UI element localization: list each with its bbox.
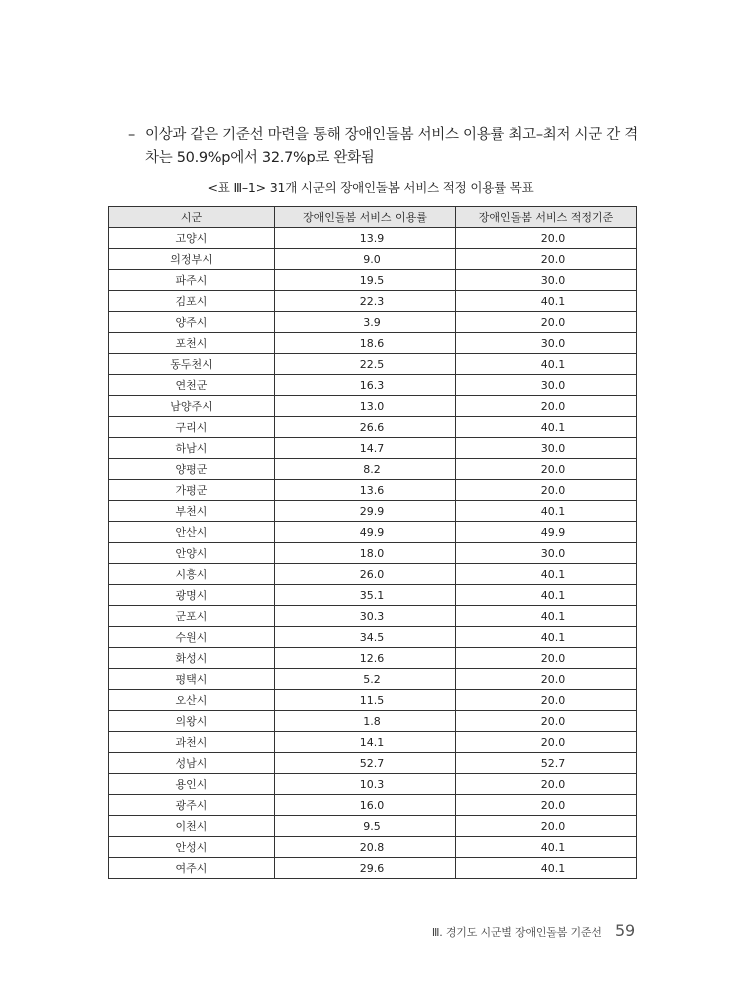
table-header-row — [109, 207, 637, 228]
cell-region: 안양시 — [109, 543, 275, 564]
table-row — [109, 333, 637, 354]
cell-region: 화성시 — [109, 648, 275, 669]
cell-target-rate: 20.0 — [456, 774, 637, 795]
cell-target-rate: 49.9 — [456, 522, 637, 543]
cell-usage-rate: 29.6 — [275, 858, 456, 879]
cell-region: 의왕시 — [109, 711, 275, 732]
cell-target-rate: 30.0 — [456, 270, 637, 291]
cell-region: 파주시 — [109, 270, 275, 291]
cell-usage-rate: 35.1 — [275, 585, 456, 606]
cell-region: 구리시 — [109, 417, 275, 438]
cell-region: 부천시 — [109, 501, 275, 522]
footer-section-title: Ⅲ. 경기도 시군별 장애인돌봄 기준선 — [431, 926, 602, 939]
table-row — [109, 270, 637, 291]
cell-target-rate: 40.1 — [456, 585, 637, 606]
table-row — [109, 543, 637, 564]
table-row — [109, 732, 637, 753]
cell-usage-rate: 20.8 — [275, 837, 456, 858]
table-row — [109, 711, 637, 732]
cell-target-rate: 40.1 — [456, 564, 637, 585]
cell-usage-rate: 26.6 — [275, 417, 456, 438]
table-row — [109, 438, 637, 459]
cell-target-rate: 40.1 — [456, 837, 637, 858]
table-row — [109, 501, 637, 522]
cell-region: 용인시 — [109, 774, 275, 795]
bullet-text: 이상과 같은 기준선 마련을 통해 장애인돌봄 서비스 이용률 최고–최저 시군 간 격차는 50.9%p에서 32.7%p로 완화됨 — [145, 127, 638, 166]
cell-usage-rate: 18.0 — [275, 543, 456, 564]
table-row — [109, 564, 637, 585]
cell-usage-rate: 9.5 — [275, 816, 456, 837]
cell-target-rate: 40.1 — [456, 606, 637, 627]
cell-region: 광명시 — [109, 585, 275, 606]
cell-region: 포천시 — [109, 333, 275, 354]
cell-target-rate: 20.0 — [456, 228, 637, 249]
cell-usage-rate: 8.2 — [275, 459, 456, 480]
cell-target-rate: 30.0 — [456, 438, 637, 459]
cell-region: 과천시 — [109, 732, 275, 753]
cell-usage-rate: 14.7 — [275, 438, 456, 459]
cell-usage-rate: 52.7 — [275, 753, 456, 774]
cell-usage-rate: 22.3 — [275, 291, 456, 312]
bullet-dash: – — [128, 127, 135, 143]
cell-usage-rate: 22.5 — [275, 354, 456, 375]
table-row — [109, 585, 637, 606]
cell-usage-rate: 19.5 — [275, 270, 456, 291]
cell-usage-rate: 13.9 — [275, 228, 456, 249]
cell-region: 고양시 — [109, 228, 275, 249]
table-row — [109, 774, 637, 795]
cell-target-rate: 52.7 — [456, 753, 637, 774]
cell-usage-rate: 9.0 — [275, 249, 456, 270]
cell-target-rate: 20.0 — [456, 249, 637, 270]
cell-usage-rate: 34.5 — [275, 627, 456, 648]
cell-usage-rate: 13.6 — [275, 480, 456, 501]
table-row — [109, 690, 637, 711]
header-target-rate: 장애인돌봄 서비스 적정기준 — [456, 207, 637, 228]
cell-target-rate: 40.1 — [456, 417, 637, 438]
cell-region: 오산시 — [109, 690, 275, 711]
table-row — [109, 228, 637, 249]
cell-usage-rate: 10.3 — [275, 774, 456, 795]
cell-target-rate: 30.0 — [456, 333, 637, 354]
cell-target-rate: 20.0 — [456, 648, 637, 669]
cell-region: 안산시 — [109, 522, 275, 543]
page-footer — [432, 921, 635, 940]
cell-target-rate: 40.1 — [456, 501, 637, 522]
cell-region: 동두천시 — [109, 354, 275, 375]
cell-usage-rate: 1.8 — [275, 711, 456, 732]
table-row — [109, 816, 637, 837]
cell-usage-rate: 14.1 — [275, 732, 456, 753]
table-row — [109, 375, 637, 396]
cell-region: 김포시 — [109, 291, 275, 312]
table-row — [109, 291, 637, 312]
cell-region: 가평군 — [109, 480, 275, 501]
cell-region: 광주시 — [109, 795, 275, 816]
cell-target-rate: 40.1 — [456, 627, 637, 648]
table-row — [109, 606, 637, 627]
cell-usage-rate: 12.6 — [275, 648, 456, 669]
table-row — [109, 837, 637, 858]
cell-region: 양평군 — [109, 459, 275, 480]
cell-target-rate: 20.0 — [456, 669, 637, 690]
table-row — [109, 648, 637, 669]
table-row — [109, 522, 637, 543]
cell-region: 이천시 — [109, 816, 275, 837]
cell-usage-rate: 13.0 — [275, 396, 456, 417]
cell-region: 남양주시 — [109, 396, 275, 417]
cell-region: 안성시 — [109, 837, 275, 858]
cell-target-rate: 20.0 — [456, 732, 637, 753]
page-number: 59 — [615, 921, 635, 940]
cell-region: 여주시 — [109, 858, 275, 879]
cell-usage-rate: 26.0 — [275, 564, 456, 585]
cell-usage-rate: 3.9 — [275, 312, 456, 333]
cell-usage-rate: 29.9 — [275, 501, 456, 522]
cell-region: 하남시 — [109, 438, 275, 459]
table-row — [109, 480, 637, 501]
table-row — [109, 459, 637, 480]
header-usage-rate: 장애인돌봄 서비스 이용률 — [275, 207, 456, 228]
usage-rate-table — [108, 206, 637, 879]
cell-target-rate: 20.0 — [456, 711, 637, 732]
table-row — [109, 627, 637, 648]
cell-target-rate: 40.1 — [456, 291, 637, 312]
cell-target-rate: 30.0 — [456, 375, 637, 396]
table-row — [109, 312, 637, 333]
table-row — [109, 669, 637, 690]
cell-usage-rate: 49.9 — [275, 522, 456, 543]
cell-target-rate: 20.0 — [456, 396, 637, 417]
cell-target-rate: 40.1 — [456, 354, 637, 375]
cell-region: 성남시 — [109, 753, 275, 774]
cell-target-rate: 20.0 — [456, 459, 637, 480]
cell-usage-rate: 5.2 — [275, 669, 456, 690]
cell-region: 의정부시 — [109, 249, 275, 270]
table-row — [109, 417, 637, 438]
cell-usage-rate: 18.6 — [275, 333, 456, 354]
cell-region: 평택시 — [109, 669, 275, 690]
cell-target-rate: 20.0 — [456, 312, 637, 333]
cell-usage-rate: 11.5 — [275, 690, 456, 711]
cell-usage-rate: 16.0 — [275, 795, 456, 816]
cell-region: 수원시 — [109, 627, 275, 648]
table-row — [109, 396, 637, 417]
table-body — [109, 228, 637, 879]
table-row — [109, 249, 637, 270]
cell-region: 양주시 — [109, 312, 275, 333]
header-region: 시군 — [109, 207, 275, 228]
cell-target-rate: 20.0 — [456, 480, 637, 501]
table-row — [109, 858, 637, 879]
table-row — [109, 354, 637, 375]
cell-target-rate: 20.0 — [456, 795, 637, 816]
table-row — [109, 753, 637, 774]
cell-target-rate: 40.1 — [456, 858, 637, 879]
cell-usage-rate: 16.3 — [275, 375, 456, 396]
cell-target-rate: 30.0 — [456, 543, 637, 564]
bullet-paragraph — [128, 124, 640, 170]
table-row — [109, 795, 637, 816]
cell-target-rate: 20.0 — [456, 690, 637, 711]
cell-region: 군포시 — [109, 606, 275, 627]
cell-usage-rate: 30.3 — [275, 606, 456, 627]
table-caption: <표 Ⅲ–1> 31개 시군의 장애인돌봄 서비스 적정 이용률 목표 — [207, 180, 534, 195]
cell-region: 연천군 — [109, 375, 275, 396]
cell-target-rate: 20.0 — [456, 816, 637, 837]
cell-region: 시흥시 — [109, 564, 275, 585]
